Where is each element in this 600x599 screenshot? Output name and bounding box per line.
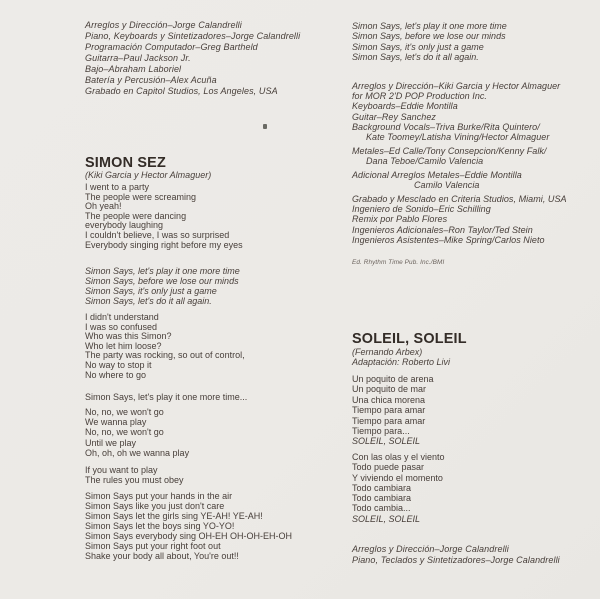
text-line: I went to a party	[85, 182, 150, 192]
credits-group-horns	[352, 146, 546, 166]
text-line: Dana Teboe/Camilo Valencia	[366, 156, 484, 167]
text-line: Bajo–Abraham Laboriel	[85, 64, 182, 74]
song-adaptation-soleil: Adaptación: Roberto Livi	[352, 357, 451, 367]
text-line: Simon Says put your right foot out	[85, 541, 221, 551]
text-line: Who was this Simon?	[85, 331, 172, 342]
text-line: Ingenieros Asistentes–Mike Spring/Carlos Nieto	[352, 234, 545, 245]
text-line: Todo cambiara	[352, 482, 412, 493]
credits-group-additional-horns	[352, 170, 522, 190]
text-line: Everybody singing right before my eyes	[85, 239, 243, 250]
text-line: If you want to play	[85, 465, 158, 475]
text-line: Piano, Keyboards y Sintetizadores–Jorge Calandrelli	[85, 31, 301, 41]
soleil-stanza-1	[352, 374, 434, 447]
text-line: Camilo Valencia	[414, 180, 480, 191]
text-line: Todo cambia...	[352, 503, 411, 514]
text-line: Arreglos y Dirección–Jorge Calandrelli	[352, 544, 509, 554]
text-line: Simon Says let the girls sing YE-AH! YE-AH!	[85, 511, 263, 521]
song-title-simon-sez: SIMON SEZ	[85, 154, 166, 171]
text-line: Con las olas y el viento	[352, 452, 445, 462]
credits-block-bottom-right	[352, 544, 560, 566]
text-line: Arreglos y Dirección–Kiki Garcia y Hector Almaguer	[352, 81, 561, 91]
text-line: Todo cambiara	[352, 493, 412, 504]
text-line: Una chica morena	[352, 394, 426, 405]
text-line: Tiempo para amar	[352, 415, 426, 426]
text-line: Grabado y Mesclado en Criteria Studios, Miami, USA	[352, 194, 567, 204]
song-writer-soleil: (Fernando Arbex)	[352, 347, 423, 357]
simon-sez-stanza-4	[85, 392, 247, 402]
text-line: Simon Says everybody sing OH-EH OH-OH-EH-OH	[85, 531, 293, 541]
text-line: Ingeniero de Sonido–Eric Schilling	[352, 204, 491, 215]
song-title-soleil: SOLEIL, SOLEIL	[352, 330, 467, 347]
text-line: The people were screaming	[85, 191, 197, 202]
text-line: Y viviendo el momento	[352, 472, 443, 483]
text-line: Un poquito de arena	[352, 374, 434, 384]
simon-sez-chorus-reprise	[352, 21, 507, 62]
simon-sez-stanza-3	[85, 313, 245, 380]
simon-sez-stanza-7	[85, 491, 292, 561]
text-line: Ingenieros Adicionales–Ron Taylor/Ted Stein	[352, 224, 533, 235]
text-line: Arreglos y Dirección–Jorge Calandrelli	[85, 20, 242, 30]
scan-speck	[263, 124, 267, 129]
text-line: We wanna play	[85, 417, 147, 428]
text-line: Who let him loose?	[85, 340, 162, 351]
text-line: Tiempo para...	[352, 426, 410, 437]
text-line: Simon Says, let's play it one more time	[352, 21, 507, 31]
simon-sez-stanza-1	[85, 183, 243, 250]
text-line: Un poquito de mar	[352, 384, 427, 395]
text-line: Simon Says, let's do it all again.	[352, 51, 479, 62]
text-line: The party was rocking, so out of control,	[85, 350, 245, 361]
text-line: Oh, oh, oh we wanna play	[85, 447, 190, 458]
text-line: Oh yeah!	[85, 201, 122, 212]
text-line: Batería y Percusión–Alex Acuña	[85, 75, 217, 85]
text-line: Programación Computador–Greg Bartheld	[85, 42, 258, 52]
text-line: Simon Says, let's play it one more time	[85, 266, 240, 276]
publisher-line: Ed. Rhythm Time Pub. Inc./BMI	[352, 259, 445, 266]
text-line: Simon Says let the boys sing YO-YO!	[85, 521, 235, 531]
text-line: SOLEIL, SOLEIL	[352, 513, 421, 524]
text-line: Simon Says, before we lose our minds	[352, 31, 506, 42]
text-line: Shake your body all about, You're out!!	[85, 551, 239, 561]
text-line: Todo puede pasar	[352, 462, 425, 473]
soleil-stanza-2	[352, 452, 445, 524]
text-line: Piano, Teclados y Sintetizadores–Jorge Calandrelli	[352, 555, 560, 565]
text-line: Metales–Ed Calle/Tony Consepcion/Kenny Falk/	[352, 146, 547, 156]
text-line: Adicional Arreglos Metales–Eddie Montilla	[352, 170, 522, 180]
text-line: Kate Toomey/Latisha Vining/Hector Almaguer	[366, 132, 550, 143]
credits-group-production	[352, 81, 560, 142]
text-line: I didn't understand	[85, 312, 159, 322]
text-line: Until we play	[85, 437, 137, 448]
text-line: Simon Says, let's play it one more time...	[85, 392, 248, 402]
simon-sez-stanza-5	[85, 407, 189, 458]
simon-sez-chorus	[85, 266, 240, 306]
text-line: No where to go	[85, 369, 147, 380]
text-line: Simon Says, before we lose our minds	[85, 276, 239, 286]
text-line: Simon Says, let's do it all again.	[85, 296, 212, 306]
text-line: The people were dancing	[85, 210, 187, 221]
text-line: No, no, we won't go	[85, 427, 164, 438]
text-line: Simon Says, it's only just a game	[85, 286, 217, 296]
text-line: No way to stop it	[85, 359, 152, 370]
text-line: No, no, we won't go	[85, 407, 164, 417]
text-line: for MOR 2'D POP Production Inc.	[352, 91, 487, 102]
text-line: Background Vocals–Triva Burke/Rita Quintero/	[352, 121, 540, 132]
text-line: SOLEIL, SOLEIL	[352, 436, 421, 447]
text-line: everybody laughing	[85, 220, 164, 231]
simon-sez-stanza-6	[85, 465, 184, 485]
text-line: Tiempo para amar	[352, 405, 426, 416]
text-line: Simon Says like you just don't care	[85, 501, 225, 511]
text-line: Simon Says, it's only just a game	[352, 41, 484, 52]
credits-block-top-left	[85, 20, 300, 97]
text-line: Grabado en Capitol Studios, Los Angeles, USA	[85, 86, 278, 96]
text-line: Simon Says put your hands in the air	[85, 491, 233, 501]
text-line: Remix por Pablo Flores	[352, 214, 448, 225]
text-line: Guitar–Rey Sanchez	[352, 111, 436, 122]
credits-group-engineering	[352, 194, 567, 245]
text-line: The rules you must obey	[85, 475, 184, 485]
text-line: I was so confused	[85, 321, 158, 332]
text-line: I couldn't believe, I was so surprised	[85, 229, 230, 240]
text-line: Guitarra–Paul Jackson Jr.	[85, 53, 191, 63]
song-writers-simon-sez: (Kiki Garcia y Hector Almaguer)	[85, 170, 212, 180]
text-line: Keyboards–Eddie Montilla	[352, 101, 458, 112]
